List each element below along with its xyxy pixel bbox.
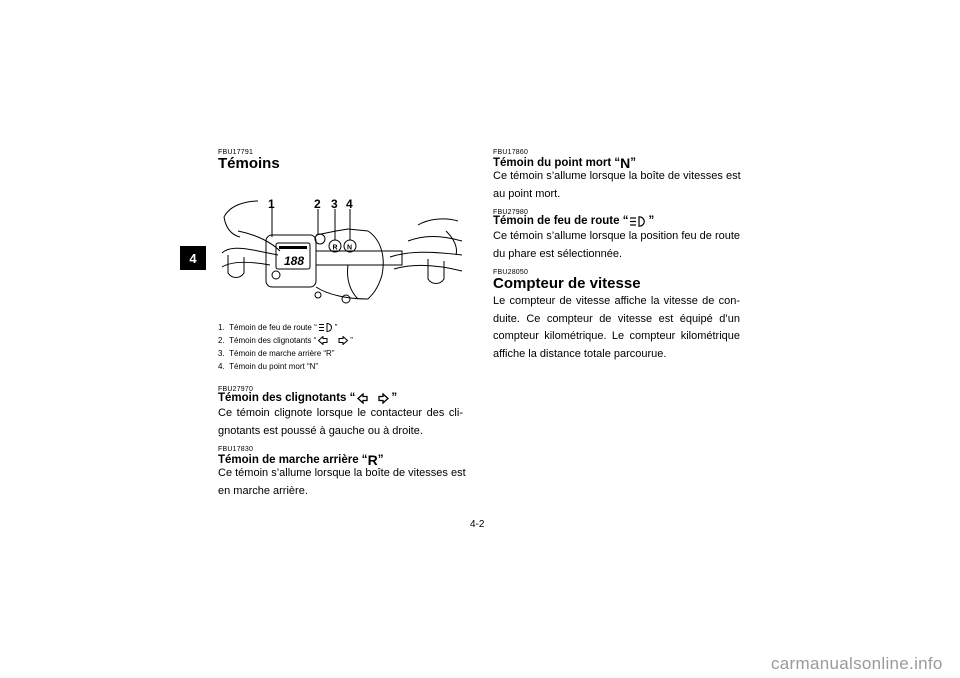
figure-captions [218,321,353,373]
reverse-glyph: R [367,452,378,468]
figure-label-2: 2 [314,197,321,211]
section-body: Ce témoin s’allume lorsque la position feu de route du phare est sélectionnée. [493,230,741,260]
section-body: Le compteur de vitesse affiche la vitesse de con-duite. Ce compteur de vitesse est équipé d’un compteur kilométrique. Le compteur kilométrique affiche la distance totale parcourue. [493,295,740,360]
caption-item: 2. Témoin des clignotants “ ” [218,336,353,345]
page-number: 4-2 [470,519,485,530]
section-code: FBU17860 [493,149,529,156]
figure-label-1: 1 [268,197,275,211]
chapter-tab: 4 [180,246,206,270]
caption-item: 3. Témoin de marche arrière “R” [218,349,335,358]
section-title-marche-arriere: Témoin de marche arrière “ R ” [218,452,384,468]
section-title-clignotants: Témoin des clignotants “ ” [218,392,398,404]
section-title-feu-de-route: Témoin de feu de route “ ” [493,215,655,227]
turn-signal-icon [318,336,348,345]
section-code: FBU28050 [493,269,529,276]
section-code: FBU17830 [218,446,254,453]
figure-label-3: 3 [331,197,338,211]
svg-text:R: R [332,244,338,252]
turn-signal-icon [357,393,389,404]
section-body: Ce témoin s’allume lorsque la boîte de vitesses est au point mort. [493,170,741,200]
section-code: FBU27980 [493,209,529,216]
section-body: Ce témoin clignote lorsque le contacteur des cli-gnotants est poussé à gauche ou à droite. [218,407,463,437]
section-code: FBU17791 [218,149,254,156]
lcd-display: 188 [284,254,305,268]
figure-label-4: 4 [346,197,353,211]
caption-item: 1. Témoin de feu de route “ ” [218,323,338,332]
caption-item: 4. Témoin du point mort “N” [218,362,319,371]
high-beam-icon [630,216,646,227]
meter-illustration [218,195,466,305]
watermark: carmanualsonline.info [771,654,943,673]
neutral-glyph: N [620,155,631,171]
section-title-temoins: Témoins [218,155,280,172]
high-beam-icon [319,323,333,332]
section-code: FBU27970 [218,386,254,393]
section-title-compteur-de-vitesse: Compteur de vitesse [493,275,641,292]
section-body: Ce témoin s’allume lorsque la boîte de vitesses est en marche arrière. [218,467,466,497]
svg-text:N: N [347,244,353,252]
section-title-point-mort: Témoin du point mort “ N ” [493,155,636,171]
